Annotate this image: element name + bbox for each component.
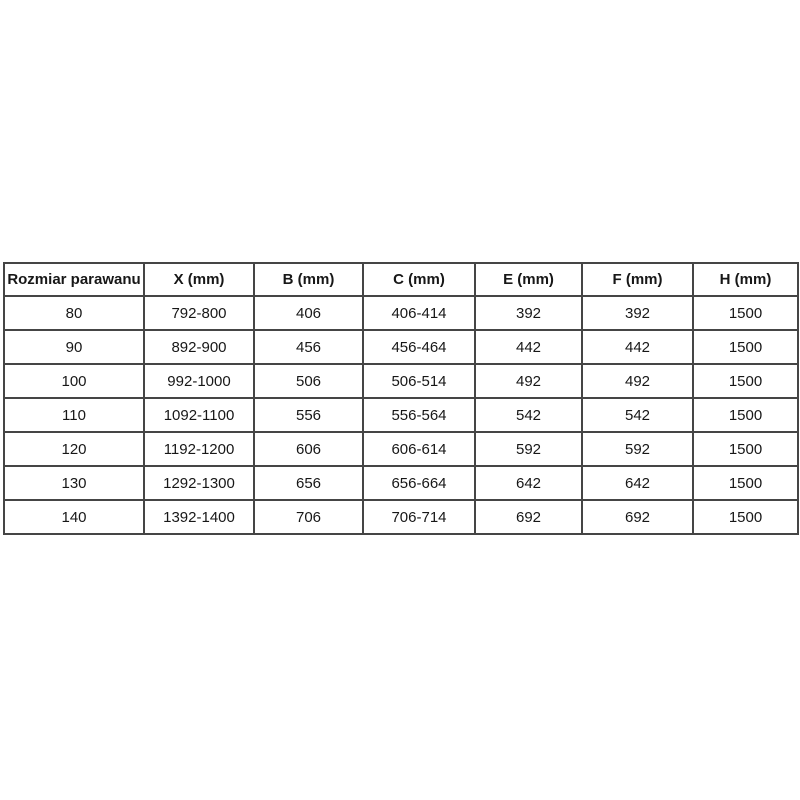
cell-f: 492 — [582, 364, 693, 398]
cell-c: 556-564 — [363, 398, 475, 432]
cell-f: 542 — [582, 398, 693, 432]
column-header-e-mm: E (mm) — [475, 263, 582, 296]
cell-size: 80 — [4, 296, 144, 330]
cell-size: 130 — [4, 466, 144, 500]
dimensions-table — [3, 262, 799, 535]
cell-h: 1500 — [693, 364, 798, 398]
cell-b: 506 — [254, 364, 363, 398]
cell-size: 120 — [4, 432, 144, 466]
cell-e: 592 — [475, 432, 582, 466]
column-header-x-mm: X (mm) — [144, 263, 254, 296]
cell-c: 406-414 — [363, 296, 475, 330]
cell-x: 1092-1100 — [144, 398, 254, 432]
cell-c: 456-464 — [363, 330, 475, 364]
cell-size: 140 — [4, 500, 144, 534]
column-header-b-mm: B (mm) — [254, 263, 363, 296]
column-header-rozmiar-parawanu: Rozmiar parawanu — [4, 263, 144, 296]
cell-c: 606-614 — [363, 432, 475, 466]
cell-x: 892-900 — [144, 330, 254, 364]
cell-b: 406 — [254, 296, 363, 330]
cell-h: 1500 — [693, 330, 798, 364]
cell-c: 706-714 — [363, 500, 475, 534]
column-header-f-mm: F (mm) — [582, 263, 693, 296]
cell-e: 692 — [475, 500, 582, 534]
cell-x: 792-800 — [144, 296, 254, 330]
cell-size: 100 — [4, 364, 144, 398]
cell-h: 1500 — [693, 432, 798, 466]
cell-f: 692 — [582, 500, 693, 534]
cell-e: 392 — [475, 296, 582, 330]
cell-c: 656-664 — [363, 466, 475, 500]
cell-h: 1500 — [693, 398, 798, 432]
cell-e: 642 — [475, 466, 582, 500]
cell-b: 556 — [254, 398, 363, 432]
cell-b: 706 — [254, 500, 363, 534]
cell-x: 1192-1200 — [144, 432, 254, 466]
cell-c: 506-514 — [363, 364, 475, 398]
cell-b: 606 — [254, 432, 363, 466]
cell-f: 592 — [582, 432, 693, 466]
cell-x: 1392-1400 — [144, 500, 254, 534]
cell-size: 90 — [4, 330, 144, 364]
cell-e: 542 — [475, 398, 582, 432]
cell-f: 442 — [582, 330, 693, 364]
cell-b: 656 — [254, 466, 363, 500]
cell-e: 442 — [475, 330, 582, 364]
cell-size: 110 — [4, 398, 144, 432]
table-row-size-110 — [4, 398, 798, 432]
cell-h: 1500 — [693, 296, 798, 330]
column-header-c-mm: C (mm) — [363, 263, 475, 296]
header-row — [4, 263, 798, 296]
cell-f: 642 — [582, 466, 693, 500]
cell-e: 492 — [475, 364, 582, 398]
cell-h: 1500 — [693, 500, 798, 534]
table-row-size-120 — [4, 432, 798, 466]
table-row-size-90 — [4, 330, 798, 364]
table-row-size-100 — [4, 364, 798, 398]
table-row-size-80 — [4, 296, 798, 330]
column-header-h-mm: H (mm) — [693, 263, 798, 296]
cell-x: 1292-1300 — [144, 466, 254, 500]
cell-x: 992-1000 — [144, 364, 254, 398]
cell-h: 1500 — [693, 466, 798, 500]
cell-b: 456 — [254, 330, 363, 364]
table-row-size-140 — [4, 500, 798, 534]
cell-f: 392 — [582, 296, 693, 330]
table-row-size-130 — [4, 466, 798, 500]
